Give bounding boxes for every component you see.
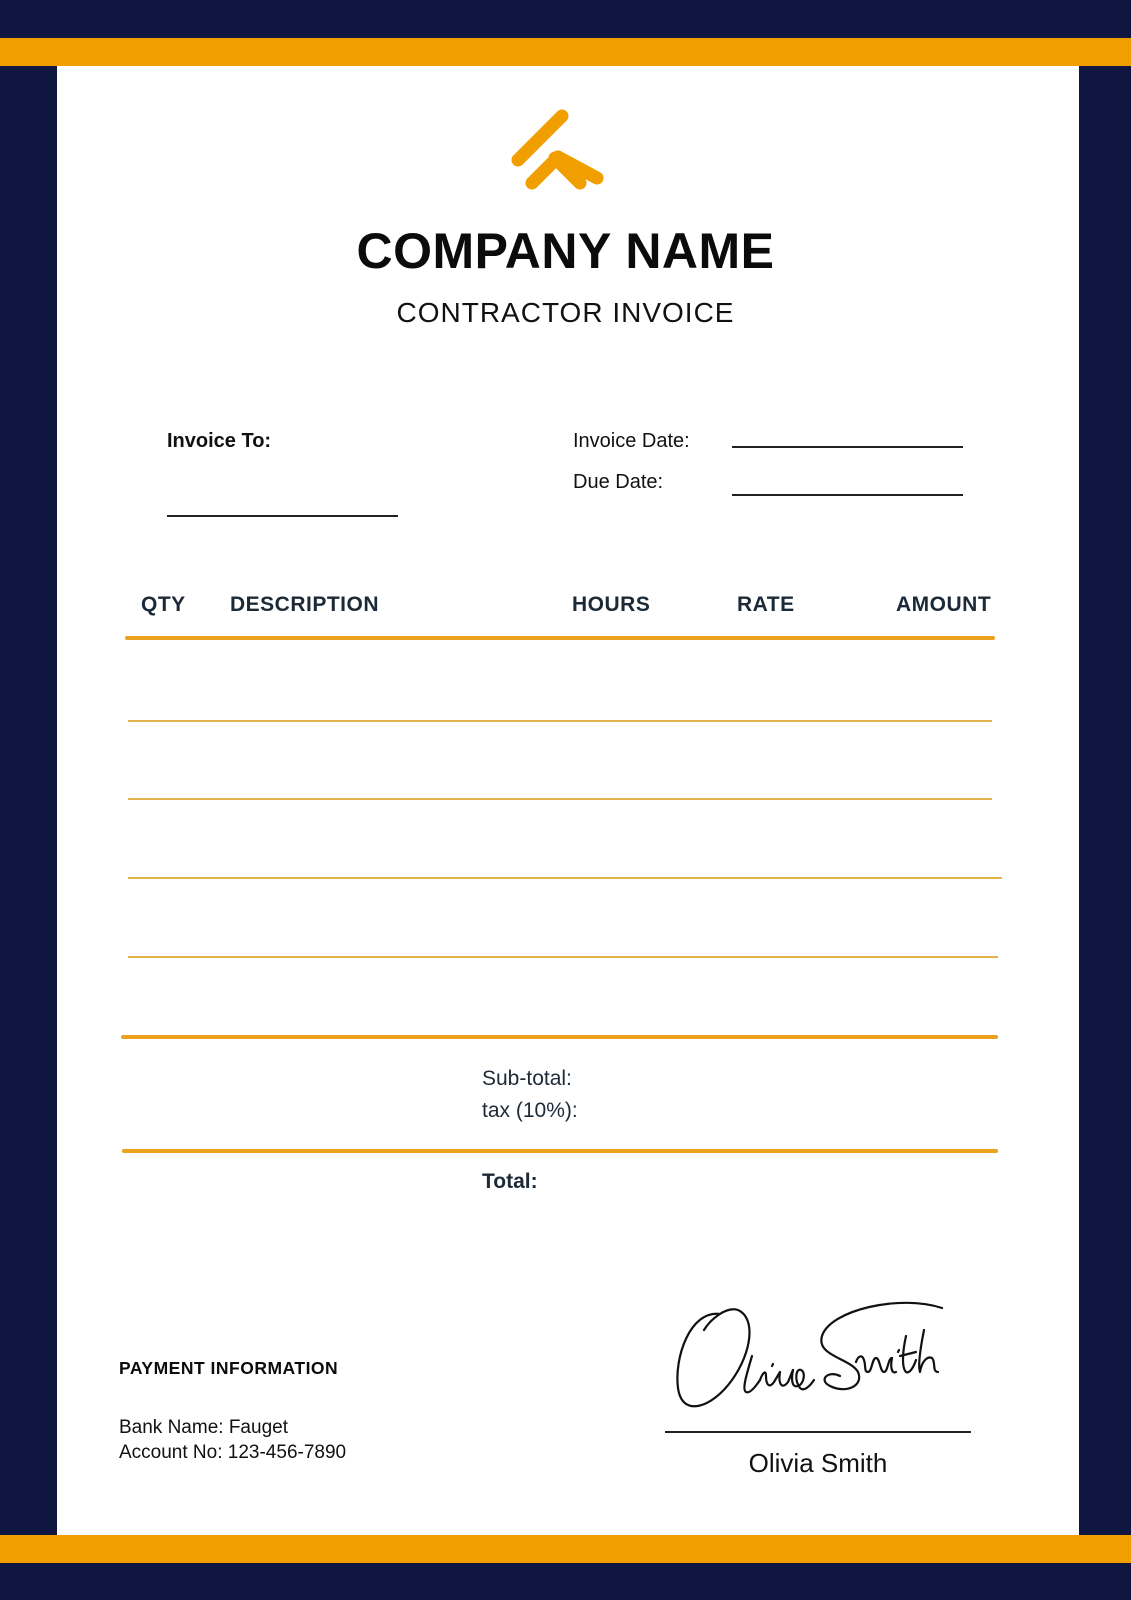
bottom-accent-bar	[0, 1535, 1131, 1563]
invoice-to-line	[167, 515, 398, 517]
due-date-line	[732, 494, 963, 496]
top-accent-bar	[0, 38, 1131, 66]
invoice-to-label: Invoice To:	[167, 430, 272, 452]
handwritten-signature	[660, 1300, 980, 1430]
bank-name: Bank Name: Fauget	[119, 1417, 288, 1438]
summary-rule	[122, 1149, 998, 1153]
column-header-rate: RATE	[737, 593, 795, 616]
table-row-divider	[128, 720, 992, 722]
account-number: Account No: 123-456-7890	[119, 1442, 347, 1463]
column-header-qty: QTY	[141, 593, 186, 616]
column-header-amount: AMOUNT	[896, 593, 992, 616]
subtotal-label: Sub-total:	[482, 1067, 572, 1090]
signature-line	[665, 1431, 971, 1433]
invoice-date-label: Invoice Date:	[573, 430, 690, 452]
signer-name: Olivia Smith	[748, 1448, 888, 1478]
column-header-hours: HOURS	[572, 593, 651, 616]
payment-info-title: PAYMENT INFORMATION	[119, 1358, 339, 1378]
table-bottom-rule	[121, 1035, 998, 1039]
tax-label: tax (10%):	[482, 1099, 578, 1122]
table-row-divider	[128, 956, 998, 958]
column-header-description: DESCRIPTION	[230, 593, 380, 616]
document-title: CONTRACTOR INVOICE	[396, 297, 735, 328]
due-date-label: Due Date:	[573, 471, 664, 493]
invoice-date-line	[732, 446, 963, 448]
total-label: Total:	[482, 1170, 538, 1193]
table-row-divider	[128, 798, 992, 800]
company-name: COMPANY NAME	[356, 223, 775, 279]
chevron-logo-icon	[510, 105, 620, 205]
table-row-divider	[128, 877, 1002, 879]
table-header-rule	[125, 636, 995, 640]
